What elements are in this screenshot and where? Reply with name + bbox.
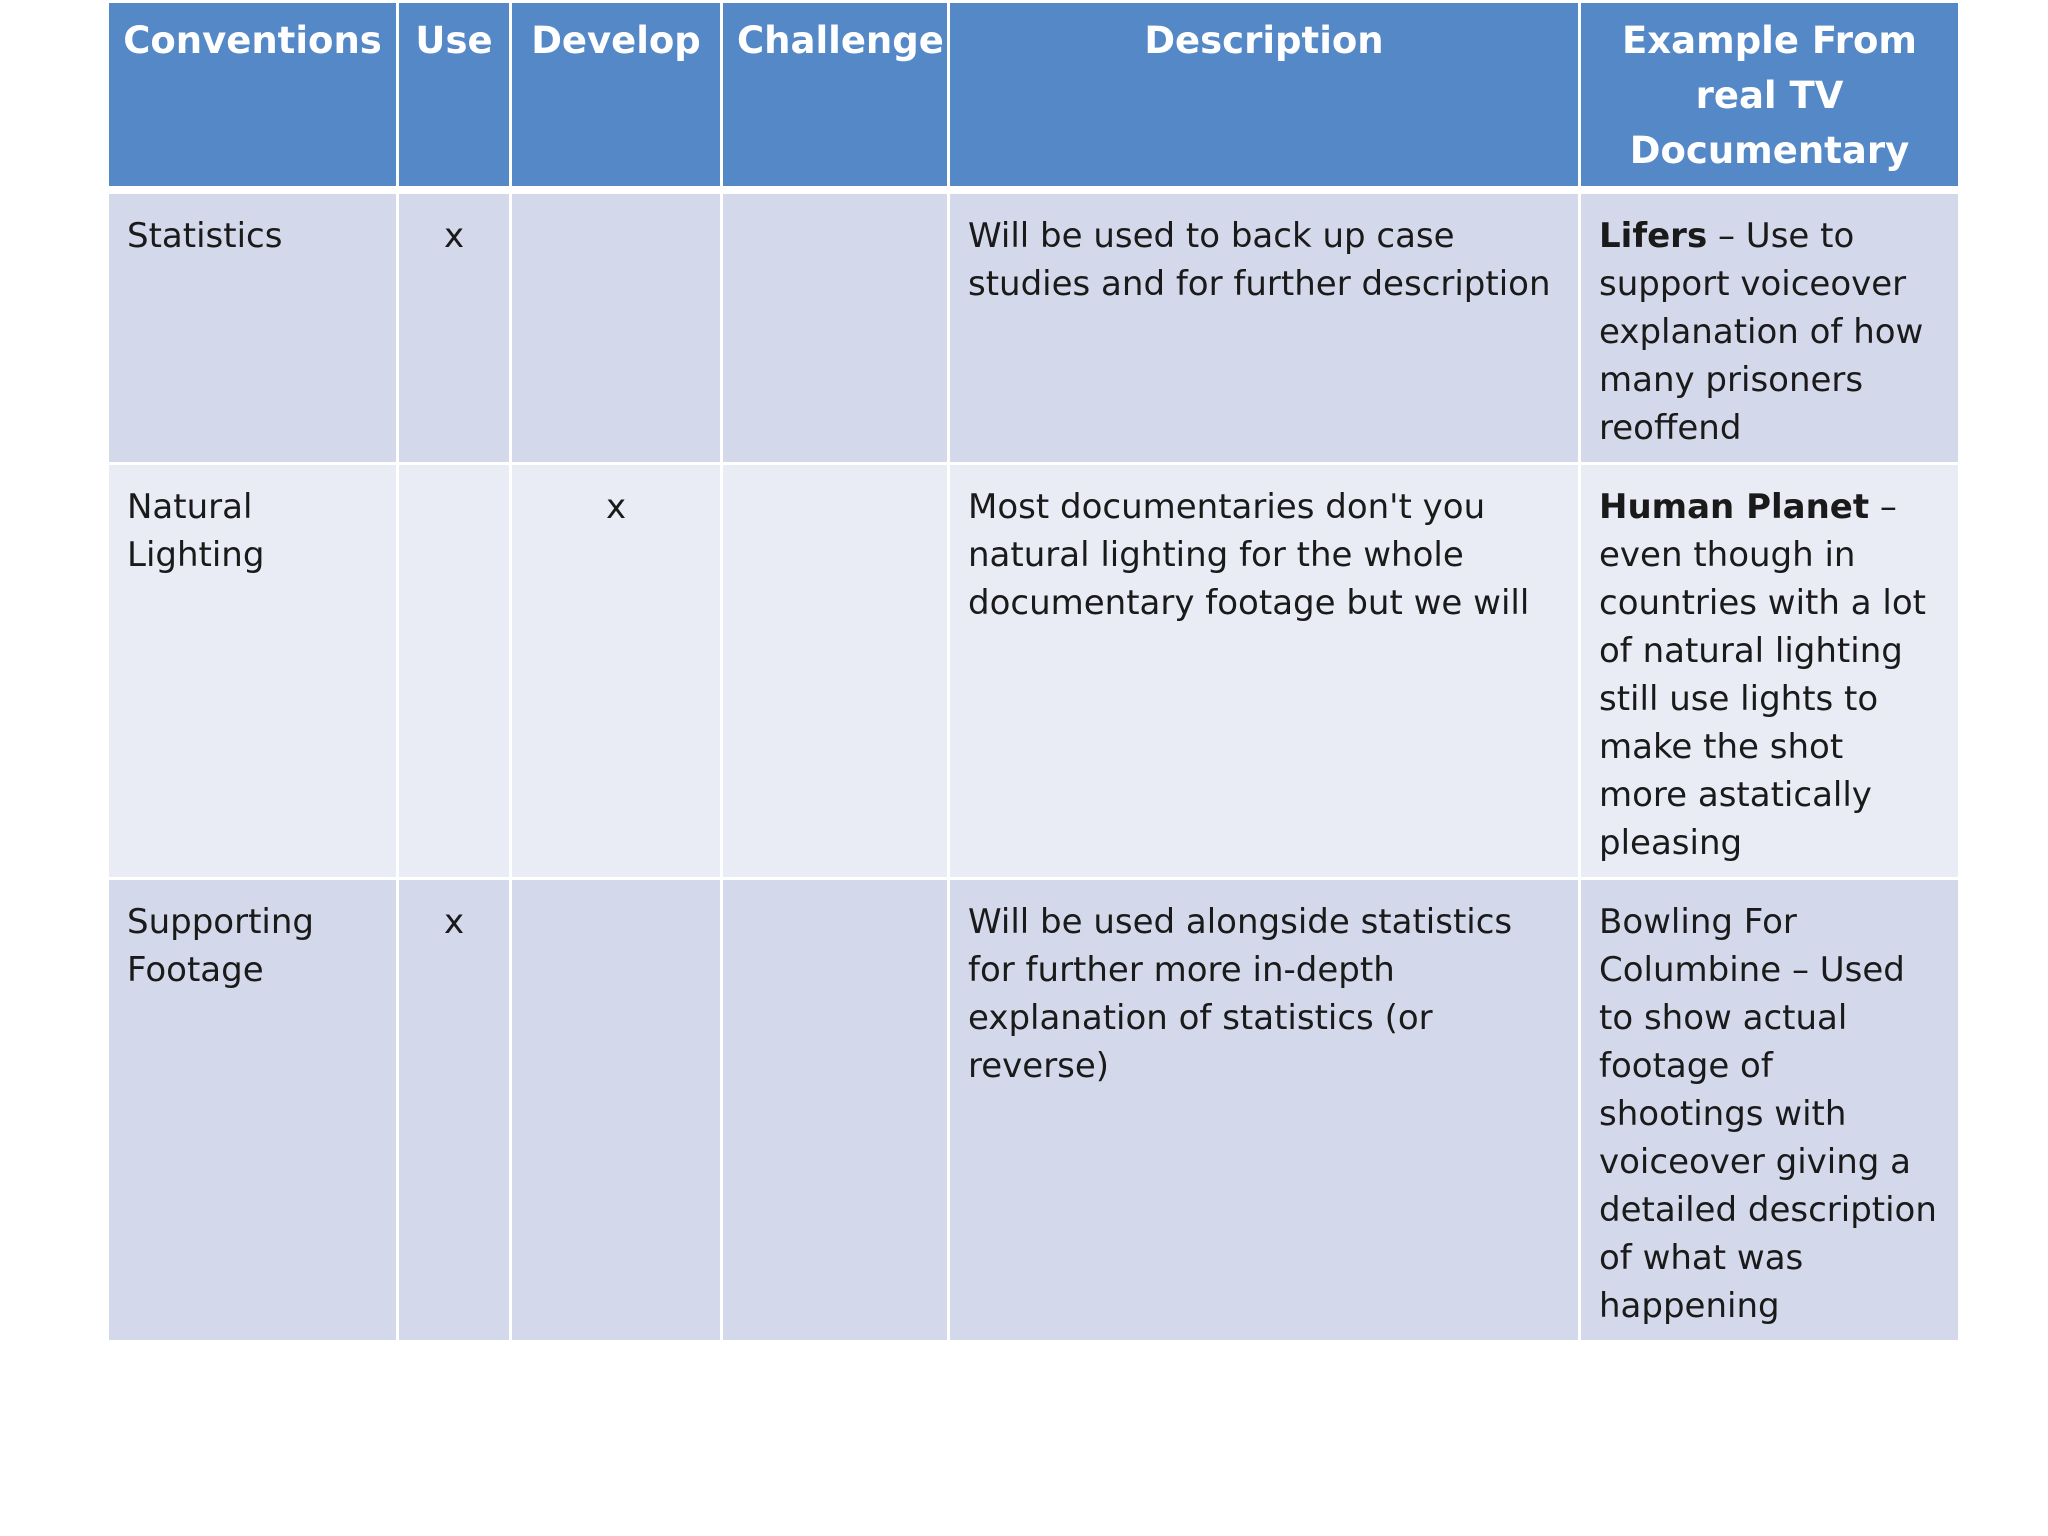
cell-example	[1580, 190, 1960, 464]
example-title: Lifers	[1599, 216, 1708, 256]
header-use: Use	[398, 2, 511, 191]
example-text: – even though in countries with a lot of natural lighting still use lights to make the shot more astatically pleasing	[1599, 487, 1926, 863]
example-text: – Use to support voiceover explanation of how many prisoners reoffend	[1599, 216, 1924, 448]
cell-example	[1580, 879, 1960, 1342]
table-row	[108, 464, 1960, 879]
conventions-table	[106, 0, 1961, 1343]
cell-use	[398, 464, 511, 879]
cell-develop	[511, 879, 722, 1342]
header-row	[108, 2, 1960, 191]
cell-example	[1580, 464, 1960, 879]
cell-challenge	[722, 464, 949, 879]
header-conventions: Conventions	[108, 2, 398, 191]
cell-challenge	[722, 879, 949, 1342]
cell-convention: Natural Lighting	[108, 464, 398, 879]
table-row	[108, 190, 1960, 464]
header-example: Example From real TV Documentary	[1580, 2, 1960, 191]
cell-develop	[511, 190, 722, 464]
cell-convention: Supporting Footage	[108, 879, 398, 1342]
example-title: Human Planet	[1599, 487, 1870, 527]
header-develop: Develop	[511, 2, 722, 191]
cell-use: x	[398, 190, 511, 464]
table-row	[108, 879, 1960, 1342]
header-challenge: Challenge	[722, 2, 949, 191]
cell-develop: x	[511, 464, 722, 879]
cell-description: Will be used alongside statistics for further more in-depth explanation of statistics (or reverse)	[949, 879, 1580, 1342]
cell-use: x	[398, 879, 511, 1342]
header-description: Description	[949, 2, 1580, 191]
cell-convention: Statistics	[108, 190, 398, 464]
example-text: Bowling For Columbine – Used to show actual footage of shootings with voiceover giving a detailed description of what was happening	[1599, 902, 1937, 1326]
cell-challenge	[722, 190, 949, 464]
cell-description: Will be used to back up case studies and for further description	[949, 190, 1580, 464]
cell-description: Most documentaries don't you natural lighting for the whole documentary footage but we will	[949, 464, 1580, 879]
